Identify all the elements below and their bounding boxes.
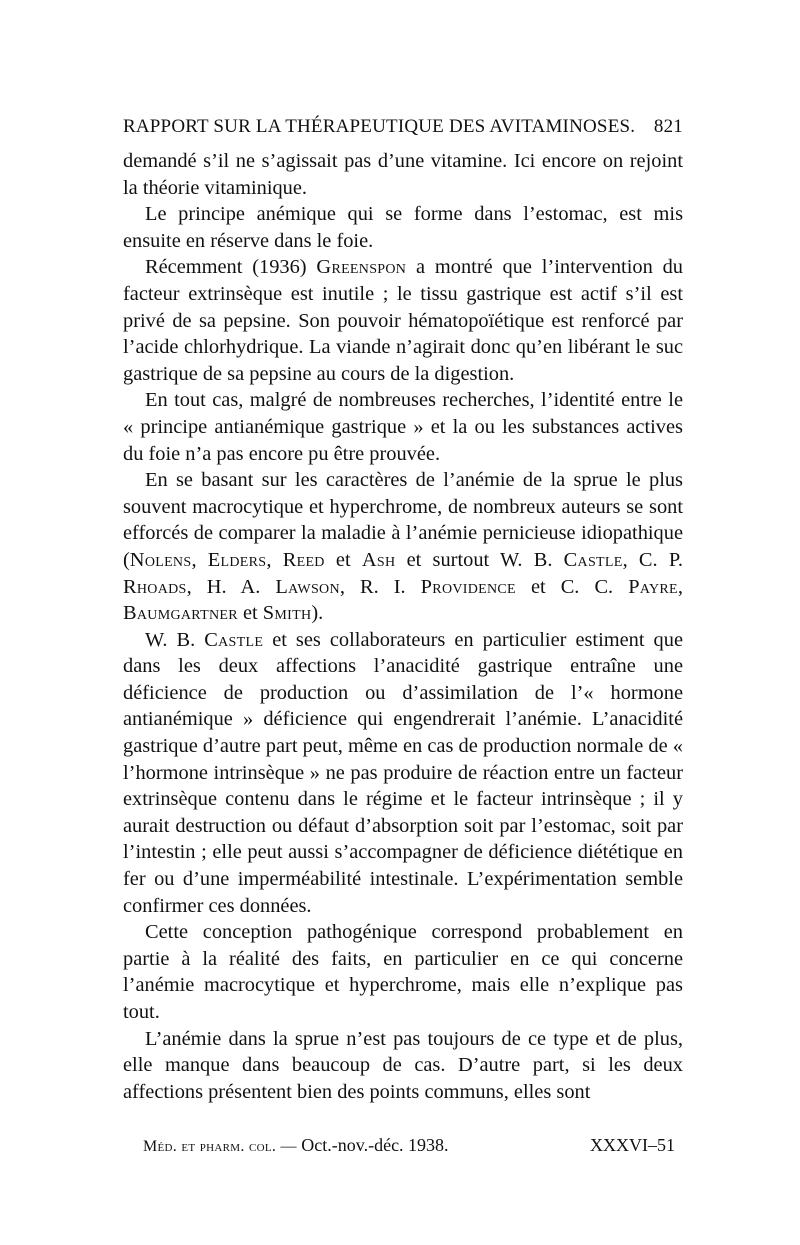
text-run: Cette conception pathogénique correspond probablement en partie à la réalité des faits, en particulier en ce qui concerne l’anémie macrocytique et hyperchrome, mais elle n’explique pas tout. (123, 921, 683, 1023)
text-run: a montré que l’intervention du facteur extrinsèque est inutile ; le tissu gastrique est actif s’il est privé de sa pepsine. Son pouvoir hématopoïétique est renforcé par l’acide chlorhydrique. La viande n’agirait donc qu’en libérant le suc gastrique de sa pepsine au cours de la digestion. (123, 256, 683, 385)
paragraph (123, 919, 683, 1025)
text-run: et (324, 548, 362, 571)
author-name: Baumgartner (123, 602, 238, 625)
text-run: , (191, 548, 208, 571)
text-run: Le principe anémique qui se forme dans l’estomac, est mis ensuite en réserve dans le foie. (123, 203, 683, 252)
journal-reference (143, 1132, 449, 1160)
journal-abbreviation: Méd. et pharm. col. — (143, 1138, 297, 1155)
running-title: RAPPORT SUR LA THÉRAPEUTIQUE DES AVITAMINOSES. (123, 116, 636, 137)
paragraph (123, 254, 683, 387)
text-run: et (237, 602, 263, 625)
paragraph (123, 201, 683, 254)
author-name: Elders (207, 548, 267, 571)
author-name: Smith (262, 602, 312, 625)
paragraph (123, 467, 683, 627)
author-name: Rhoads (123, 575, 187, 598)
author-name: Reed (282, 548, 325, 571)
text-run: L’anémie dans la sprue n’est pas toujours de ce type et de plus, elle manque dans beaucoup de cas. D’autre part, si les deux affections présentent bien des points communs, elles sont (123, 1027, 683, 1103)
text-run: , R. I. (339, 575, 421, 598)
document-page (123, 112, 683, 1172)
signature-mark: XXXVI–51 (590, 1135, 675, 1155)
text-run: , (677, 575, 683, 598)
text-run: et C. C. (515, 575, 629, 598)
text-run: , C. P. (622, 548, 684, 571)
text-run: demandé s’il ne s’agissait pas d’une vitamine. Ici encore on rejoint la théorie vitaminique. (123, 150, 683, 199)
paragraph (123, 148, 683, 201)
author-name: Castle (563, 548, 623, 571)
page-footer (143, 1132, 683, 1160)
author-name: Providence (420, 575, 516, 598)
text-run: W. B. (145, 628, 205, 651)
author-name: Castle (204, 628, 264, 651)
author-name: Ash (361, 548, 396, 571)
text-run: ). (311, 602, 324, 625)
text-run: et surtout W. B. (395, 548, 564, 571)
author-name: Lawson (275, 575, 340, 598)
author-name: Nolens (129, 548, 192, 571)
page-number: 821 (653, 116, 683, 137)
author-name: Payre (628, 575, 678, 598)
text-run: , H. A. (186, 575, 276, 598)
paragraph (123, 627, 683, 920)
paragraph (123, 1026, 683, 1106)
issue-date: Oct.-nov.-déc. 1938. (301, 1135, 449, 1155)
text-run: En se basant sur les caractères de l’anémie de la sprue le plus souvent macrocytique et hyperchrome, de nombreux auteurs se sont efforcés de comparer la maladie à l’anémie pernicieuse idiopathique ( (123, 469, 683, 571)
text-run: et ses collaborateurs en particulier estiment que dans les deux affections l’anacidité gastrique entraîne une déficience de production ou d’assimilation de l’« hormone antianémique » déficience qui engendrerait l’anémie. L’anacidité gastrique d’autre part peut, même en cas de production normale de « l’hormone intrinsèque » ne pas produire de réaction entre un facteur extrinsèque contenu dans le régime et le facteur intrinsèque ; il y aurait destruction ou défaut d’absorption soit par l’estomac, soit par l’intestin ; elle peut aussi s’accompagner de déficience diététique en fer ou d’une imperméabilité intestinale. L’expérimentation semble confirmer ces données. (123, 628, 683, 917)
paragraph (123, 387, 683, 467)
body-text (123, 148, 683, 1105)
text-run: Récemment (1936) (145, 256, 317, 279)
text-run: En tout cas, malgré de nombreuses recherches, l’identité entre le « principe antianémique gastrique » et la ou les substances actives du foie n’a pas encore pu être prouvée. (123, 389, 683, 465)
running-header (123, 112, 683, 148)
author-name: Greenspon (316, 256, 407, 279)
text-run: , (266, 548, 283, 571)
